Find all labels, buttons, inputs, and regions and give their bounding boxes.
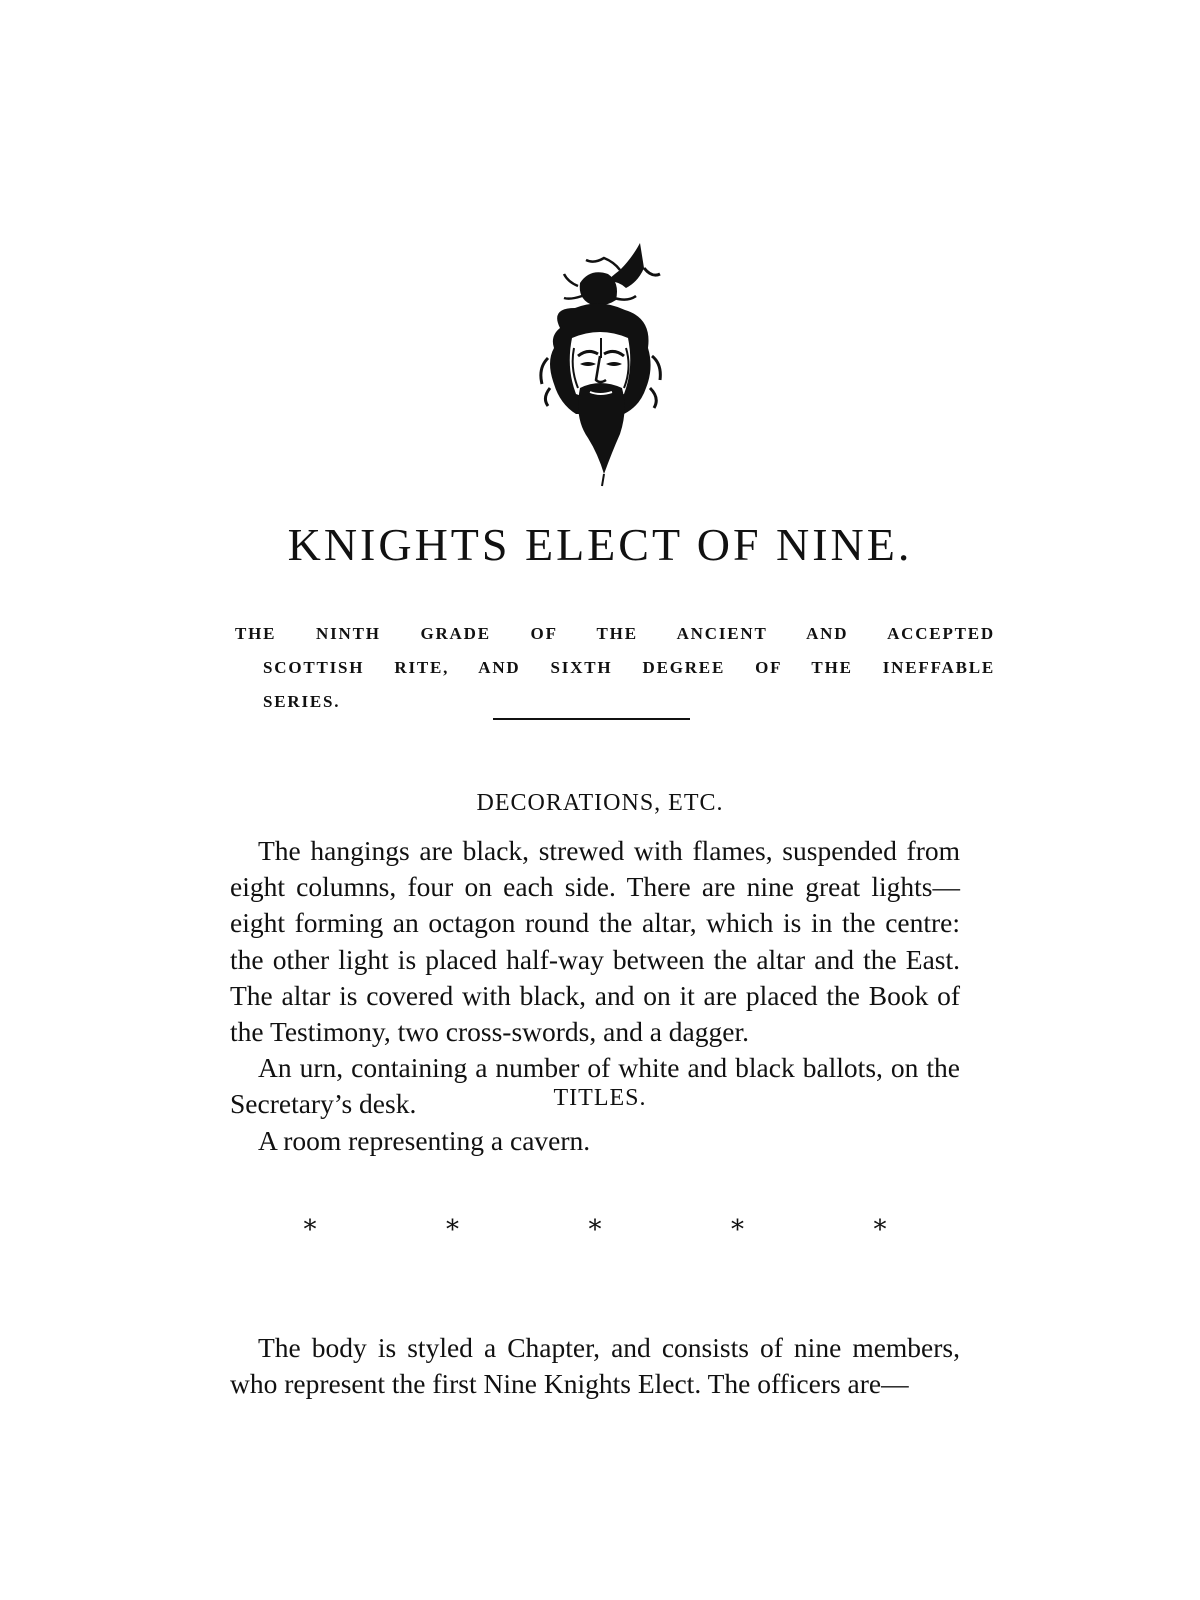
section-heading-titles: TITLES. (553, 1085, 647, 1111)
paragraph: A room representing a cavern. (258, 1124, 591, 1156)
asterisk: * (446, 1215, 459, 1245)
asterisk: * (731, 1215, 744, 1245)
chapter-subtitle (235, 617, 995, 719)
asterism-separator (300, 1215, 890, 1245)
severed-head-icon (520, 238, 680, 488)
subtitle-line-3: SERIES. (263, 692, 341, 711)
asterisk: * (303, 1215, 317, 1245)
subtitle-line-2: SCOTTISH RITE, AND SIXTH DEGREE OF THE INEFFABLE (263, 658, 995, 677)
section-divider (493, 718, 690, 720)
section-heading-decorations: DECORATIONS, ETC. (476, 790, 724, 816)
chapter-title: KNIGHTS ELECT OF NINE. (287, 519, 913, 570)
asterisk: * (873, 1215, 887, 1245)
paragraph: The hangings are black, strewed with flames, suspended from eight columns, four on each side. There are nine great lights—eight forming an octagon round the altar, which is in the centre: the other light is placed half-way between the altar and the East. The altar is covered with black, and on it are placed the Book of the Testimony, two cross-swords, and a dagger. (230, 835, 960, 1048)
paragraph: An urn, containing a number of white and black ballots, on the Secretary’s desk. (230, 1052, 960, 1120)
asterisk: * (588, 1215, 602, 1245)
titles-body (230, 1330, 960, 1402)
subtitle-line-1: THE NINTH GRADE OF THE ANCIENT AND ACCEPTED (235, 624, 995, 643)
paragraph: The body is styled a Chapter, and consists of nine members, who represent the first Nine Knights Elect. The officers are— (230, 1332, 960, 1400)
